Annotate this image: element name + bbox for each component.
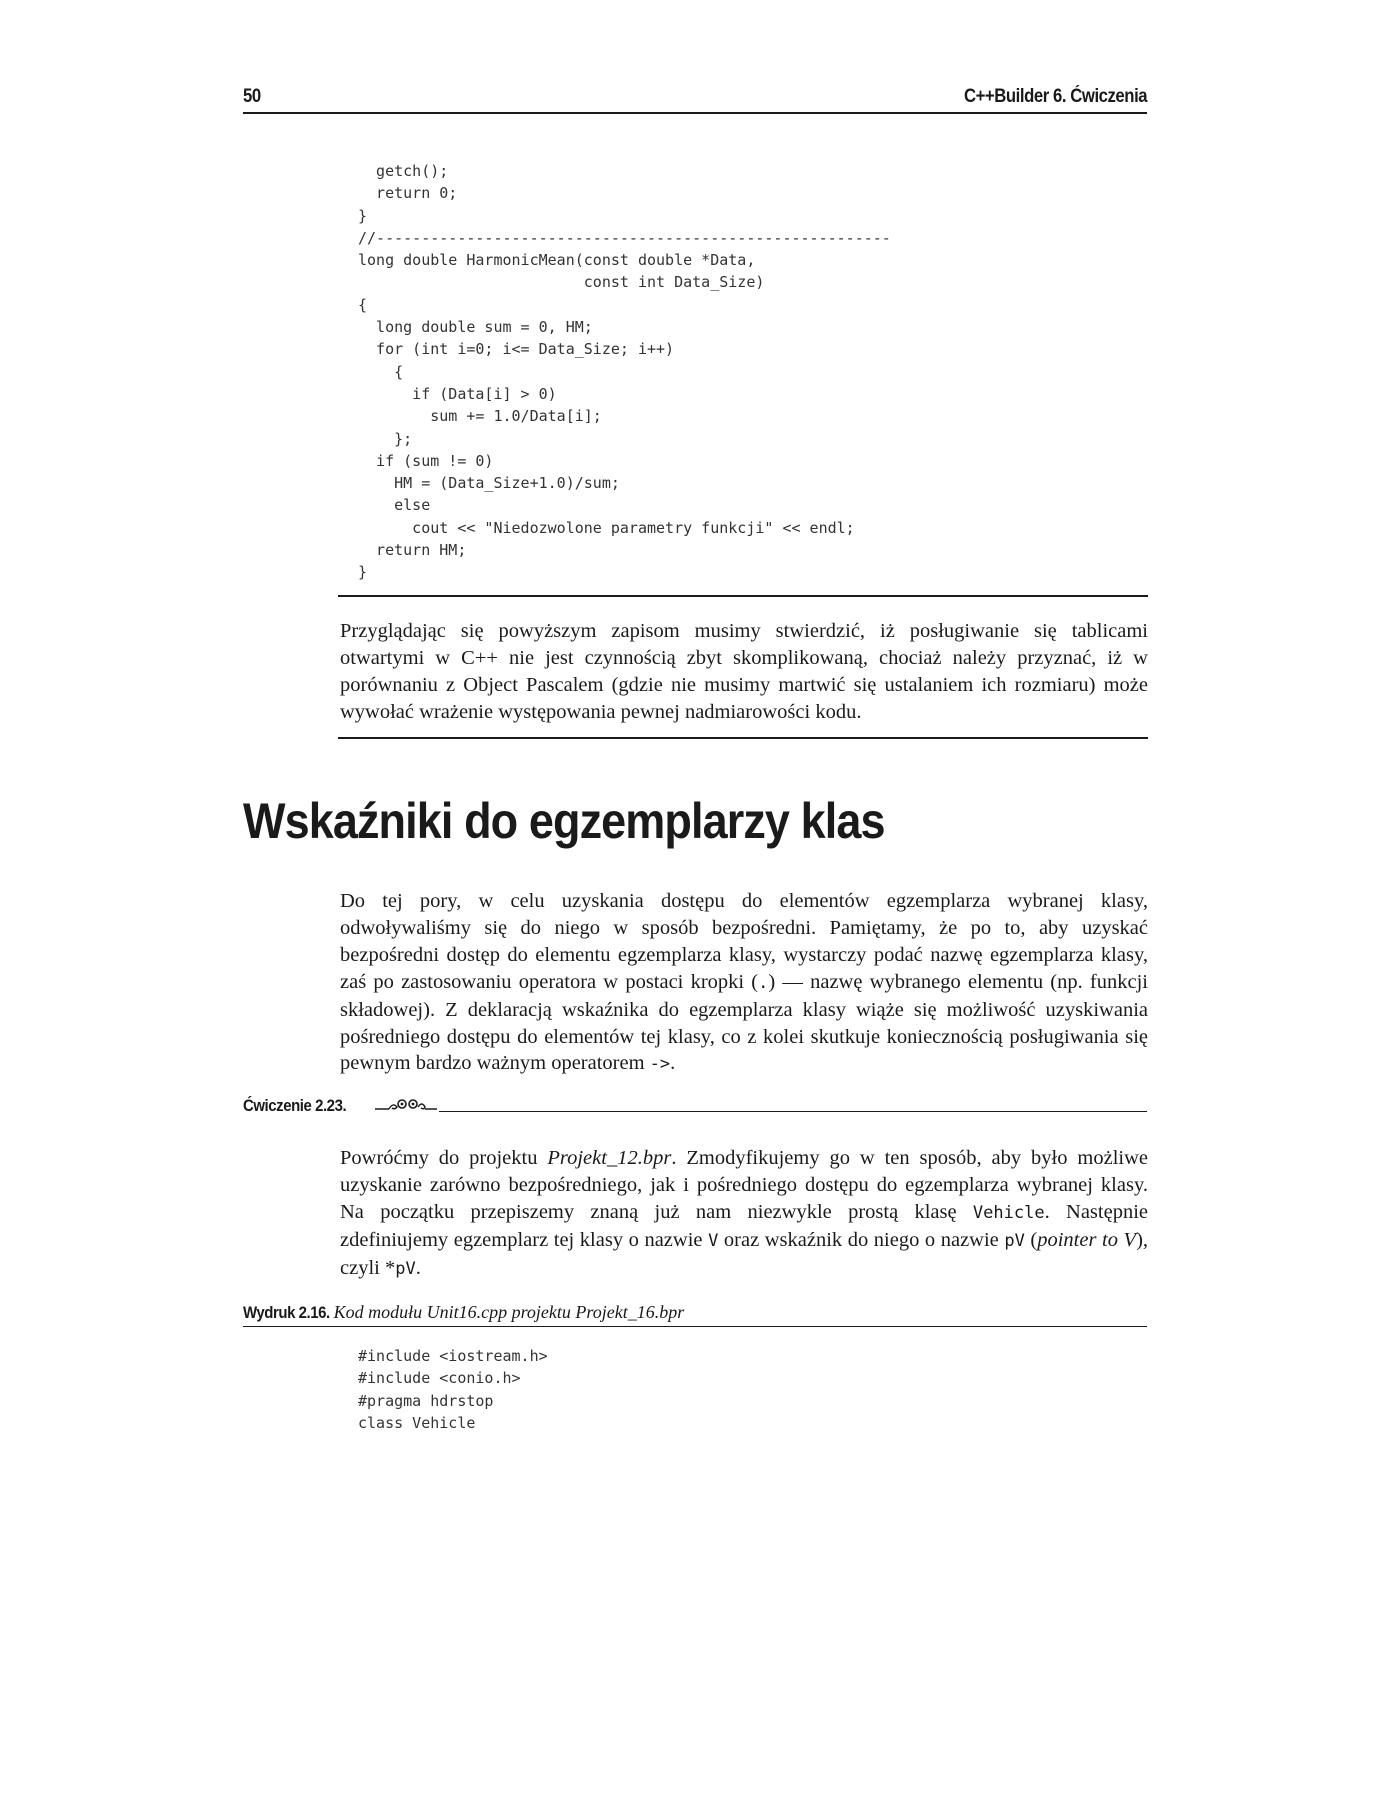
italic-text: Projekt_12.bpr: [547, 1147, 672, 1169]
paragraph-text: . Następnie zdefiniujemy egzemplarz tej klasy o nazwie: [340, 1200, 1148, 1251]
paragraph-text: *: [384, 1256, 396, 1279]
paragraph-text: .: [415, 1256, 421, 1279]
paragraph-text: Do tej pory, w celu uzyskania dostępu do elementów egzemplarza wybranej klasy, odwoływaliśmy się do niego w sposób bezpośredni. Pamiętamy, że po to, aby uzyskać bezpośredni dostęp do elementu egzemplarza klasy, wystarczy podać nazwę egzemplarza klasy, zaś po zastosowaniu operatora w postaci kropki (: [340, 890, 1148, 993]
inline-code: pV: [395, 1258, 416, 1279]
paragraph-open-arrays: Przyglądając się powyższym zapisom musimy stwierdzić, iż posługiwanie się tablicami otwartymi w C++ nie jest czynnością zbyt skomplikowaną, chociaż należy przyznać, iż w porównaniu z Object Pascalem (gdzie nie musimy martwić się ustalaniem ich rozmiaru) może wywołać wrażenie występowania pewnej nadmiarowości kodu.: [340, 620, 1148, 723]
running-title: C++Builder 6. Ćwiczenia: [963, 86, 1147, 107]
page-number: 50: [243, 86, 261, 107]
code-listing-bottom: #include <iostream.h> #include <conio.h> #pragma hdrstop class Vehicle: [358, 1347, 548, 1432]
inline-code: V: [708, 1230, 719, 1251]
paragraph-exercise: [340, 1145, 1148, 1283]
inline-code: Vehicle: [972, 1202, 1045, 1223]
paragraph-text: ), czyli: [340, 1228, 1149, 1279]
paragraph-text: ) — nazwę wybranego elementu (np. funkcji składowej). Z deklaracją wskaźnika do egzemplarza klasy wiąże się możliwość uzyskiwania pośredniego dostępu do elementów tej klasy, co z kolei skutkuje koniecznością posługiwania się pewnym bardzo ważnym operatorem: [340, 970, 1148, 1075]
listing-caption: [243, 1302, 1147, 1327]
exercise-rule: [439, 1111, 1147, 1112]
inline-code: pV: [1004, 1230, 1025, 1251]
inline-code: ->: [649, 1054, 671, 1075]
paragraph-text: .: [670, 1052, 676, 1075]
ornament-icon: [375, 1096, 437, 1112]
paragraph-text: . Zmodyfikujemy go w ten sposób, aby było możliwe uzyskanie zarówno bezpośredniego, jak i pośredniego dostępu do egzemplarza wybranej klasy. Na początku przepiszemy znaną już nam niezwykle prostą klasę: [340, 1147, 1148, 1223]
listing-label: Wydruk 2.16.: [243, 1303, 330, 1322]
listing-title: Kod modułu Unit16.cpp projektu Projekt_16.bpr: [333, 1302, 685, 1322]
paragraph-text: (: [1024, 1228, 1038, 1251]
paragraph-pointers-intro: [340, 888, 1148, 1078]
exercise-label: Ćwiczenie 2.23.: [243, 1096, 347, 1115]
section-title: Wskaźniki do egzemplarzy klas: [243, 793, 885, 849]
italic-text: pointer to V: [1037, 1228, 1137, 1251]
code-listing-top: getch(); return 0; } //--------------------------------------------------------- long double HarmonicMean(const double *Data, const int Data_Size) { long double sum = 0, HM; for (int i=0; i<= Data_Size; i++) { if (Data[i] > 0) sum += 1.0/Data[i]; }; if (sum != 0) HM = (Data_Size+1.0)/sum; else cout << "Niedozwolone parametry funkcji" << endl; return HM; }: [358, 162, 891, 582]
paragraph-text: Powróćmy do projektu: [340, 1147, 548, 1169]
exercise-heading: [243, 1094, 1147, 1120]
page-header: [243, 82, 1147, 114]
divider-rule: [338, 595, 1148, 597]
paragraph-text: oraz wskaźnik do niego o nazwie: [718, 1228, 1005, 1251]
inline-code: .: [758, 972, 769, 993]
divider-rule: [338, 737, 1148, 739]
